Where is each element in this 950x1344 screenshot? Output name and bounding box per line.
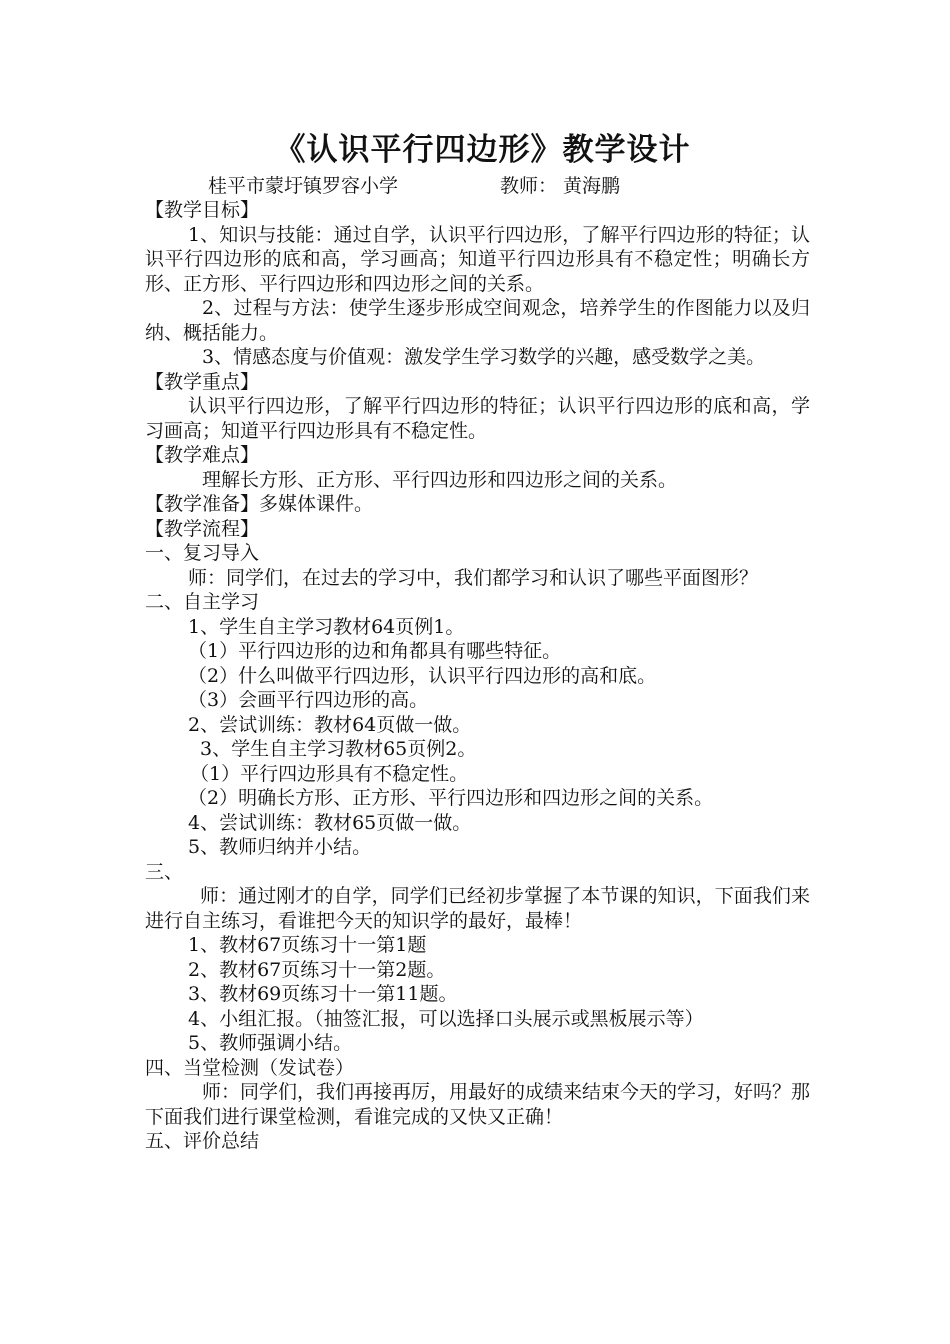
- list-item: 5、教师归纳并小结。: [188, 836, 372, 858]
- key-points-heading: 【教学重点】: [145, 370, 260, 393]
- objective-1: 1、知识与技能：通过自学，认识平行四边形，了解平行四边形的特征；认识平行四边形的底和高，学习画高；知道平行四边形具有不稳定性；明确长方形、正方形、平行四边形和四边形之间的关系。: [145, 223, 810, 295]
- section-1-text: 师：同学们，在过去的学习中，我们都学习和认识了哪些平面图形？: [188, 566, 759, 589]
- objective-2: 2、过程与方法：使学生逐步形成空间观念，培养学生的作图能力以及归纳、概括能力。: [145, 297, 810, 344]
- section-3-text: 师：通过刚才的自学，同学们已经初步掌握了本节课的知识，下面我们来进行自主练习，看谁把今天的知识学的最好，最棒！: [145, 885, 810, 932]
- list-item: 4、小组汇报。（抽签汇报，可以选择口头展示或黑板展示等）: [188, 1007, 704, 1030]
- process-heading: 【教学流程】: [145, 517, 260, 540]
- section-4-text: 师：同学们，我们再接再厉，用最好的成绩来结束今天的学习，好吗？那下面我们进行课堂检测，看谁完成的又快又正确！: [145, 1081, 811, 1128]
- section-4-heading: 四、当堂检测（发试卷）: [145, 1056, 355, 1079]
- list-item: 5、教师强调小结。: [188, 1032, 353, 1054]
- list-item: （2）什么叫做平行四边形，认识平行四边形的高和底。: [188, 664, 657, 687]
- difficulty-heading: 【教学难点】: [145, 444, 260, 466]
- list-item: 1、教材67页练习十一第1题: [188, 934, 427, 956]
- author-line: [145, 174, 810, 198]
- list-item: 4、尝试训练：教材65页做一做。: [188, 811, 472, 834]
- document-title: 《认识平行四边形》教学设计: [274, 132, 691, 168]
- section-5-heading: 五、评价总结: [145, 1130, 260, 1152]
- list-item: （1）平行四边形具有不稳定性。: [190, 762, 469, 785]
- list-item: 3、教材69页练习十一第11题。: [188, 983, 458, 1005]
- key-points-text: 认识平行四边形，了解平行四边形的特征；认识平行四边形的底和高，学习画高；知道平行四边形具有不稳定性。: [145, 395, 810, 442]
- section-1-heading: 一、复习导入: [145, 542, 260, 564]
- difficulty-text: 理解长方形、正方形、平行四边形和四边形之间的关系。: [202, 468, 678, 491]
- teacher-name: 教师： 黄海鹏: [500, 175, 621, 197]
- list-item: （2）明确长方形、正方形、平行四边形和四边形之间的关系。: [188, 787, 714, 809]
- list-item: 1、学生自主学习教材64页例1。: [188, 615, 465, 638]
- section-3-heading: 三、: [145, 860, 184, 883]
- objectives-heading: 【教学目标】: [145, 199, 260, 221]
- list-item: 2、尝试训练：教材64页做一做。: [188, 713, 472, 736]
- lesson-plan-document: [145, 128, 810, 1154]
- section-2-heading: 二、自主学习: [145, 591, 260, 613]
- list-item: 2、教材67页练习十一第2题。: [188, 958, 446, 981]
- list-item: （1）平行四边形的边和角都具有哪些特征。: [188, 640, 562, 662]
- school-name: 桂平市蒙圩镇罗容小学: [208, 175, 399, 197]
- objective-3: 3、情感态度与价值观：激发学生学习数学的兴趣，感受数学之美。: [202, 346, 766, 368]
- list-item: 3、学生自主学习教材65页例2。: [200, 738, 477, 760]
- preparation-line: 【教学准备】多媒体课件。: [145, 493, 374, 515]
- list-item: （3）会画平行四边形的高。: [188, 689, 429, 711]
